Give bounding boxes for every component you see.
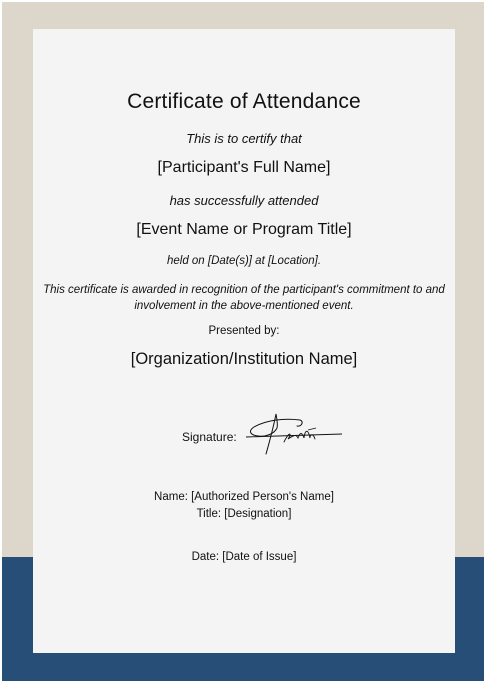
certify-text: This is to certify that: [186, 131, 302, 146]
held-on-text: held on [Date(s)] at [Location].: [166, 255, 322, 267]
authorized-name: Name: [Authorized Person's Name]: [154, 491, 334, 503]
awarded-text: This certificate is awarded in recognition of the participant's commitment to and involvement in the above-mentioned event.: [43, 284, 445, 312]
certificate-title: Certificate of Attendance: [127, 90, 361, 113]
event-name: [Event Name or Program Title]: [136, 221, 352, 238]
participant-name: [Participant's Full Name]: [157, 159, 331, 176]
issue-date: Date: [Date of Issue]: [191, 551, 297, 563]
certificate-paper: [33, 29, 455, 653]
organization-name: [Organization/Institution Name]: [130, 350, 358, 368]
authorized-title: Title: [Designation]: [196, 508, 292, 520]
presented-by-label: Presented by:: [208, 325, 280, 337]
signature-scribble-icon: [244, 410, 344, 458]
certificate-frame: [2, 2, 484, 681]
attended-text: has successfully attended: [169, 193, 319, 208]
signature-row: [182, 410, 352, 460]
signature-label: Signature:: [182, 430, 237, 444]
